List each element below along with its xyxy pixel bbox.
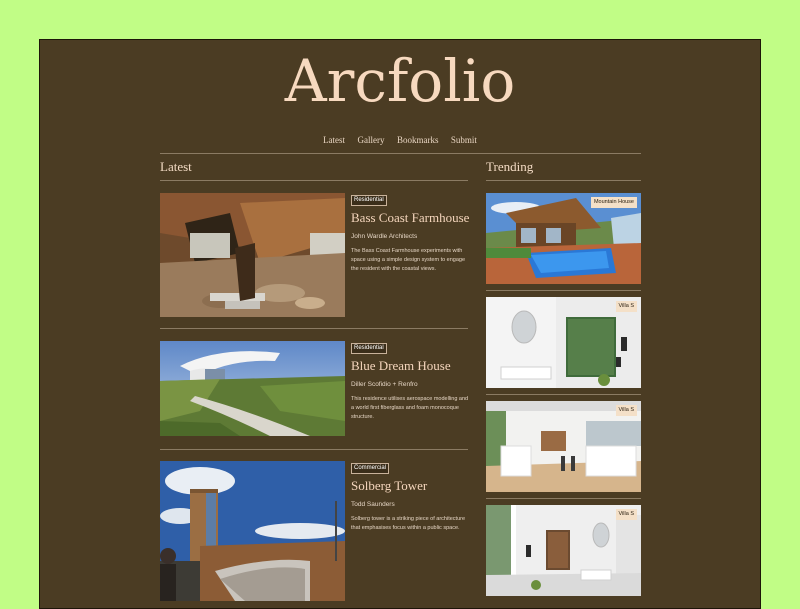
trending-heading: Trending [486, 159, 534, 174]
trending-divider [486, 290, 641, 291]
article-divider [160, 449, 468, 450]
latest-divider [160, 180, 468, 181]
category-badge[interactable]: Residential [351, 195, 387, 206]
article-divider [160, 328, 468, 329]
trending-label[interactable]: Villa S [616, 301, 638, 312]
category-badge[interactable]: Residential [351, 343, 387, 354]
trending-label[interactable]: Mountain House [591, 197, 637, 208]
article-card[interactable] [160, 193, 468, 323]
article-card[interactable] [160, 341, 468, 437]
trending-item[interactable] [486, 297, 641, 388]
trending-divider [486, 498, 641, 499]
article-author: Todd Saunders [351, 501, 395, 508]
blue-dream-house-photo [160, 341, 345, 436]
article-image[interactable] [160, 193, 345, 317]
nav-bookmarks[interactable]: Bookmarks [396, 135, 439, 145]
nav-gallery[interactable]: Gallery [357, 135, 385, 145]
trending-item[interactable] [486, 193, 641, 284]
main-nav [40, 130, 760, 148]
trending-divider [486, 180, 641, 181]
trending-label[interactable]: Villa S [616, 509, 638, 520]
farmhouse-photo [160, 193, 345, 317]
article-image[interactable] [160, 341, 345, 436]
trending-item[interactable] [486, 505, 641, 596]
article-description: This residence utilises aerospace modelling and a world first fiberglass and foam monocoque structure. [351, 396, 469, 420]
nav-latest[interactable]: Latest [323, 135, 346, 145]
article-image[interactable] [160, 461, 345, 601]
article-card[interactable] [160, 461, 468, 601]
trending-item[interactable] [486, 401, 641, 492]
article-description: Solberg tower is a striking piece of architecture that emphasises focus within a public space. [351, 516, 466, 531]
article-author: Diller Scofidio + Renfro [351, 381, 418, 388]
site-frame [39, 39, 761, 609]
solberg-tower-photo [160, 461, 345, 601]
trending-divider [486, 394, 641, 395]
latest-heading: Latest [160, 159, 192, 174]
nav-submit[interactable]: Submit [450, 135, 477, 145]
article-title[interactable]: Bass Coast Farmhouse [351, 210, 470, 225]
header-divider [160, 153, 641, 154]
category-badge[interactable]: Commercial [351, 463, 389, 474]
article-description: The Bass Coast Farmhouse experiments with space using a simple design system to engage the resident with the coastal views. [351, 248, 466, 272]
article-author: John Wardle Architects [351, 233, 418, 240]
site-logo[interactable]: Arcfolio [284, 47, 516, 115]
article-title[interactable]: Blue Dream House [351, 358, 451, 373]
trending-label[interactable]: Villa S [616, 405, 638, 416]
article-title[interactable]: Solberg Tower [351, 478, 428, 493]
